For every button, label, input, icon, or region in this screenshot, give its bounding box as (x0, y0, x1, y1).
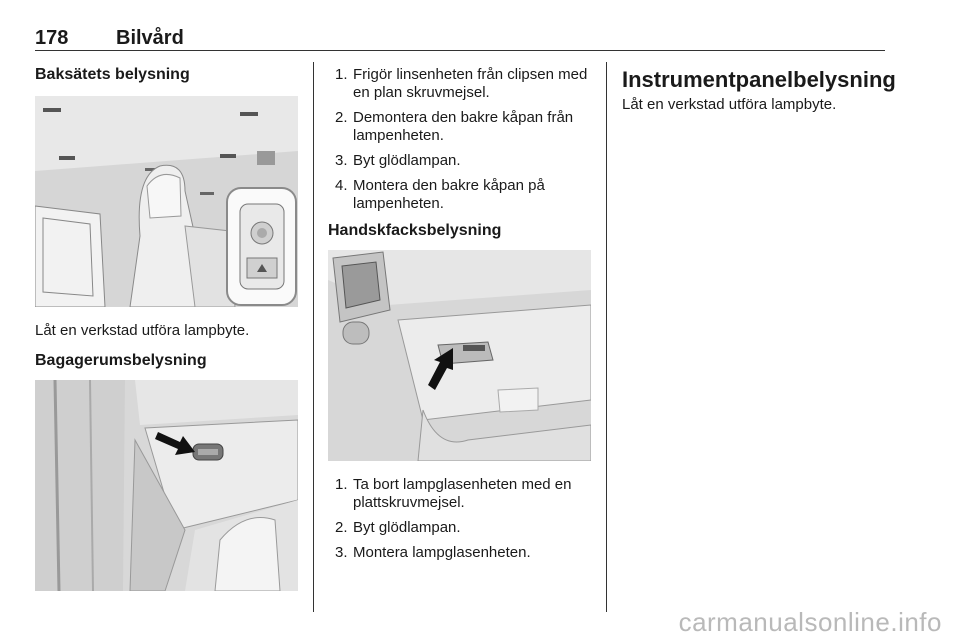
instrument-panel-lighting-heading: Instrumentpanelbelysning (622, 67, 896, 92)
glovebox-light-illustration (328, 250, 591, 461)
list-item: 4. Montera den bakre kåpan på lampenheten. (335, 177, 545, 212)
luggage-compartment-light-illustration (35, 380, 298, 591)
glovebox-lighting-heading: Handskfacksbelysning (328, 222, 502, 239)
header-divider (35, 50, 885, 51)
column-divider-2 (606, 62, 607, 612)
rear-seat-light-illustration (35, 96, 298, 307)
page-number: 178 (35, 27, 69, 49)
column-divider-1 (313, 62, 314, 612)
chapter-title: Bilvård (116, 27, 184, 49)
list-item: 1. Ta bort lampglasenheten med en plattskruvmejsel. (335, 476, 572, 511)
luggage-compartment-lighting-heading: Bagagerumsbelysning (35, 352, 207, 369)
list-item: 3. Montera lampglasenheten. (335, 544, 531, 561)
site-watermark: carmanualsonline.info (678, 607, 942, 637)
rear-seat-lighting-heading: Baksätets belysning (35, 66, 190, 83)
list-item: 2. Demontera den bakre kåpan från lampenheten. (335, 109, 574, 144)
lens-unit-steps-list (328, 66, 590, 220)
list-item: 3. Byt glödlampan. (335, 152, 461, 169)
instrument-panel-lighting-text: Låt en verkstad utföra lampbyte. (622, 96, 837, 113)
glovebox-steps-list (328, 476, 590, 569)
rear-seat-lighting-text: Låt en verkstad utföra lampbyte. (35, 322, 250, 339)
list-item: 2. Byt glödlampan. (335, 519, 461, 536)
list-item: 1. Frigör linsenheten från clipsen med en plan skruvmejsel. (335, 66, 588, 101)
